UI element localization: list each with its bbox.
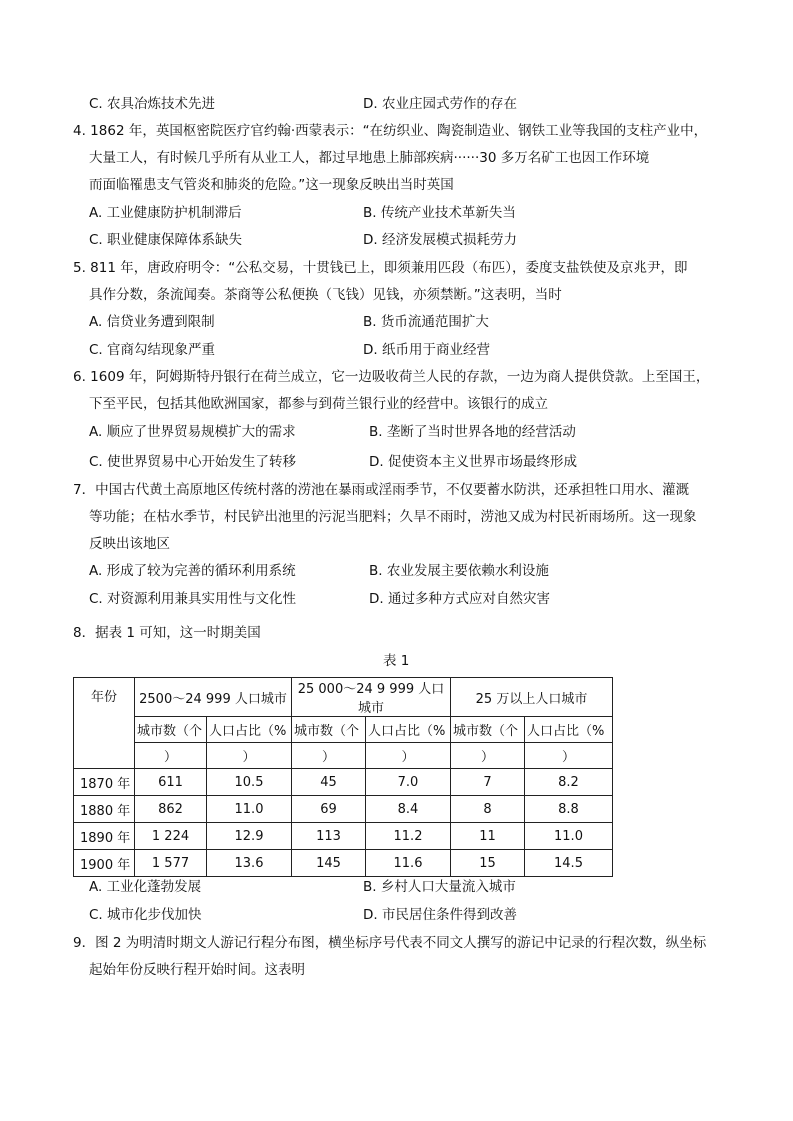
- q4-option-b: B. 传统产业技术革新失当: [363, 205, 516, 221]
- table-subheader-share-2: 人口占比（%: [366, 717, 451, 743]
- q4-stem-line-1: 4. 1862 年，英国枢密院医疗官约翰·西蒙表示：“在纺织业、陶瓷制造业、钢铁工业等我国的支柱产业中，: [73, 123, 708, 139]
- q8-option-a: A. 工业化蓬勃发展: [89, 879, 202, 895]
- q5-stem-line-1: 5. 811 年，唐政府明令：“公私交易，十贯钱已上，即须兼用匹段（布匹），委度支盐铁使及京兆尹，即: [73, 260, 688, 276]
- table-cell: 145: [292, 850, 366, 877]
- q6-option-c: C. 使世界贸易中心开始发生了转移: [89, 454, 297, 470]
- table-cell: 11.0: [525, 823, 613, 850]
- q6-option-b: B. 垄断了当时世界各地的经营活动: [369, 424, 576, 440]
- table-cell: 113: [292, 823, 366, 850]
- table-subheader-close: ）: [525, 743, 613, 769]
- q4-option-c: C. 职业健康保障体系缺失: [89, 232, 243, 248]
- q7-option-a: A. 形成了较为完善的循环利用系统: [89, 563, 296, 579]
- table-caption: 表 1: [383, 653, 410, 669]
- table-subheader-share-3: 人口占比（%: [525, 717, 613, 743]
- q7-option-d: D. 通过多种方式应对自然灾害: [369, 591, 550, 607]
- table-cell: 45: [292, 769, 366, 796]
- table-cell: 14.5: [525, 850, 613, 877]
- q7-option-c: C. 对资源利用兼具实用性与文化性: [89, 591, 297, 607]
- table-subheader-count-3: 城市数（个: [451, 717, 525, 743]
- table-cell: 10.5: [207, 769, 292, 796]
- table-row: [74, 769, 613, 796]
- table-row: [74, 796, 613, 823]
- q8-option-c: C. 城市化步伐加快: [89, 907, 202, 923]
- table-cell: 12.9: [207, 823, 292, 850]
- q4-stem-line-2: 大量工人，有时候几乎所有从业工人，都过早地患上肺部疾病······30 多万名矿工也因工作环境: [89, 150, 650, 166]
- q8-option-d: D. 市民居住条件得到改善: [363, 907, 517, 923]
- q9-stem-line-2: 起始年份反映行程开始时间。这表明: [89, 962, 305, 978]
- table-cell: 7.0: [366, 769, 451, 796]
- table-header-year: 年份: [74, 678, 135, 769]
- table-cell-year: 1900 年: [74, 850, 135, 877]
- q4-option-d: D. 经济发展模式损耗劳力: [363, 232, 517, 248]
- q5-option-a: A. 信贷业务遭到限制: [89, 314, 215, 330]
- table-cell: 1 224: [135, 823, 207, 850]
- table-cell: 1 577: [135, 850, 207, 877]
- table-cell: 13.6: [207, 850, 292, 877]
- q7-stem-line-1: 7．中国古代黄土高原地区传统村落的涝池在暴雨或淫雨季节，不仅要蓄水防洪，还承担牲口用水、灌溉: [73, 482, 690, 498]
- table-cell: 611: [135, 769, 207, 796]
- table-cell: 11.2: [366, 823, 451, 850]
- q6-stem-line-2: 下至平民，包括其他欧洲国家，都参与到荷兰银行业的经营中。该银行的成立: [89, 396, 548, 412]
- q4-option-a: A. 工业健康防护机制滞后: [89, 205, 242, 221]
- table-row: [74, 823, 613, 850]
- table-cell: 8: [451, 796, 525, 823]
- table-subheader-close: ）: [451, 743, 525, 769]
- q7-stem-line-3: 反映出该地区: [89, 536, 170, 552]
- table-cell: 7: [451, 769, 525, 796]
- table-cell: 8.8: [525, 796, 613, 823]
- table-cell: 862: [135, 796, 207, 823]
- table-subheader-count-1: 城市数（个: [135, 717, 207, 743]
- table-cell-year: 1890 年: [74, 823, 135, 850]
- table-cell: 11.0: [207, 796, 292, 823]
- q4-stem-line-3: 而面临罹患支气管炎和肺炎的危险。”这一现象反映出当时英国: [89, 177, 454, 193]
- q5-option-d: D. 纸币用于商业经营: [363, 342, 490, 358]
- population-table: [73, 677, 613, 877]
- table-subheader-count-2: 城市数（个: [292, 717, 366, 743]
- table-cell: 11: [451, 823, 525, 850]
- q6-option-d: D. 促使资本主义世界市场最终形成: [369, 454, 577, 470]
- table-cell-year: 1870 年: [74, 769, 135, 796]
- table-subheader-close: ）: [207, 743, 292, 769]
- table-cell: 11.6: [366, 850, 451, 877]
- q7-option-b: B. 农业发展主要依赖水利设施: [369, 563, 549, 579]
- table-subheader-close: ）: [135, 743, 207, 769]
- table-cell: 8.4: [366, 796, 451, 823]
- table-row: [74, 850, 613, 877]
- q6-stem-line-1: 6. 1609 年，阿姆斯特丹银行在荷兰成立，它一边吸收荷兰人民的存款，一边为商人提供贷款。上至国王，: [73, 369, 710, 385]
- table-cell: 69: [292, 796, 366, 823]
- q7-stem-line-2: 等功能；在枯水季节，村民铲出池里的污泥当肥料；久旱不雨时，涝池又成为村民祈雨场所。这一现象: [89, 509, 697, 525]
- table-subheader-close: ）: [292, 743, 366, 769]
- q3-option-c: C. 农具冶炼技术先进: [89, 96, 216, 112]
- q5-option-b: B. 货币流通范围扩大: [363, 314, 489, 330]
- q6-option-a: A. 顺应了世界贸易规模扩大的需求: [89, 424, 296, 440]
- table-header-group-2: 25 000～24 9 999 人口城市: [292, 678, 451, 717]
- q5-stem-line-2: 具作分数，条流闻奏。茶商等公私便换（飞钱）见钱，亦须禁断。”这表明，当时: [89, 287, 562, 303]
- table-cell-year: 1880 年: [74, 796, 135, 823]
- table-header-group-1: 2500～24 999 人口城市: [135, 678, 292, 717]
- q3-option-d: D. 农业庄园式劳作的存在: [363, 96, 517, 112]
- q8-option-b: B. 乡村人口大量流入城市: [363, 879, 516, 895]
- table-subheader-share-1: 人口占比（%: [207, 717, 292, 743]
- table-header-group-3: 25 万以上人口城市: [451, 678, 613, 717]
- table-cell: 8.2: [525, 769, 613, 796]
- q9-stem-line-1: 9．图 2 为明清时期文人游记行程分布图，横坐标序号代表不同文人撰写的游记中记录的行程次数，纵坐标: [73, 935, 707, 951]
- table-cell: 15: [451, 850, 525, 877]
- q8-stem: 8．据表 1 可知，这一时期美国: [73, 625, 261, 641]
- table-subheader-close: ）: [366, 743, 451, 769]
- q5-option-c: C. 官商勾结现象严重: [89, 342, 216, 358]
